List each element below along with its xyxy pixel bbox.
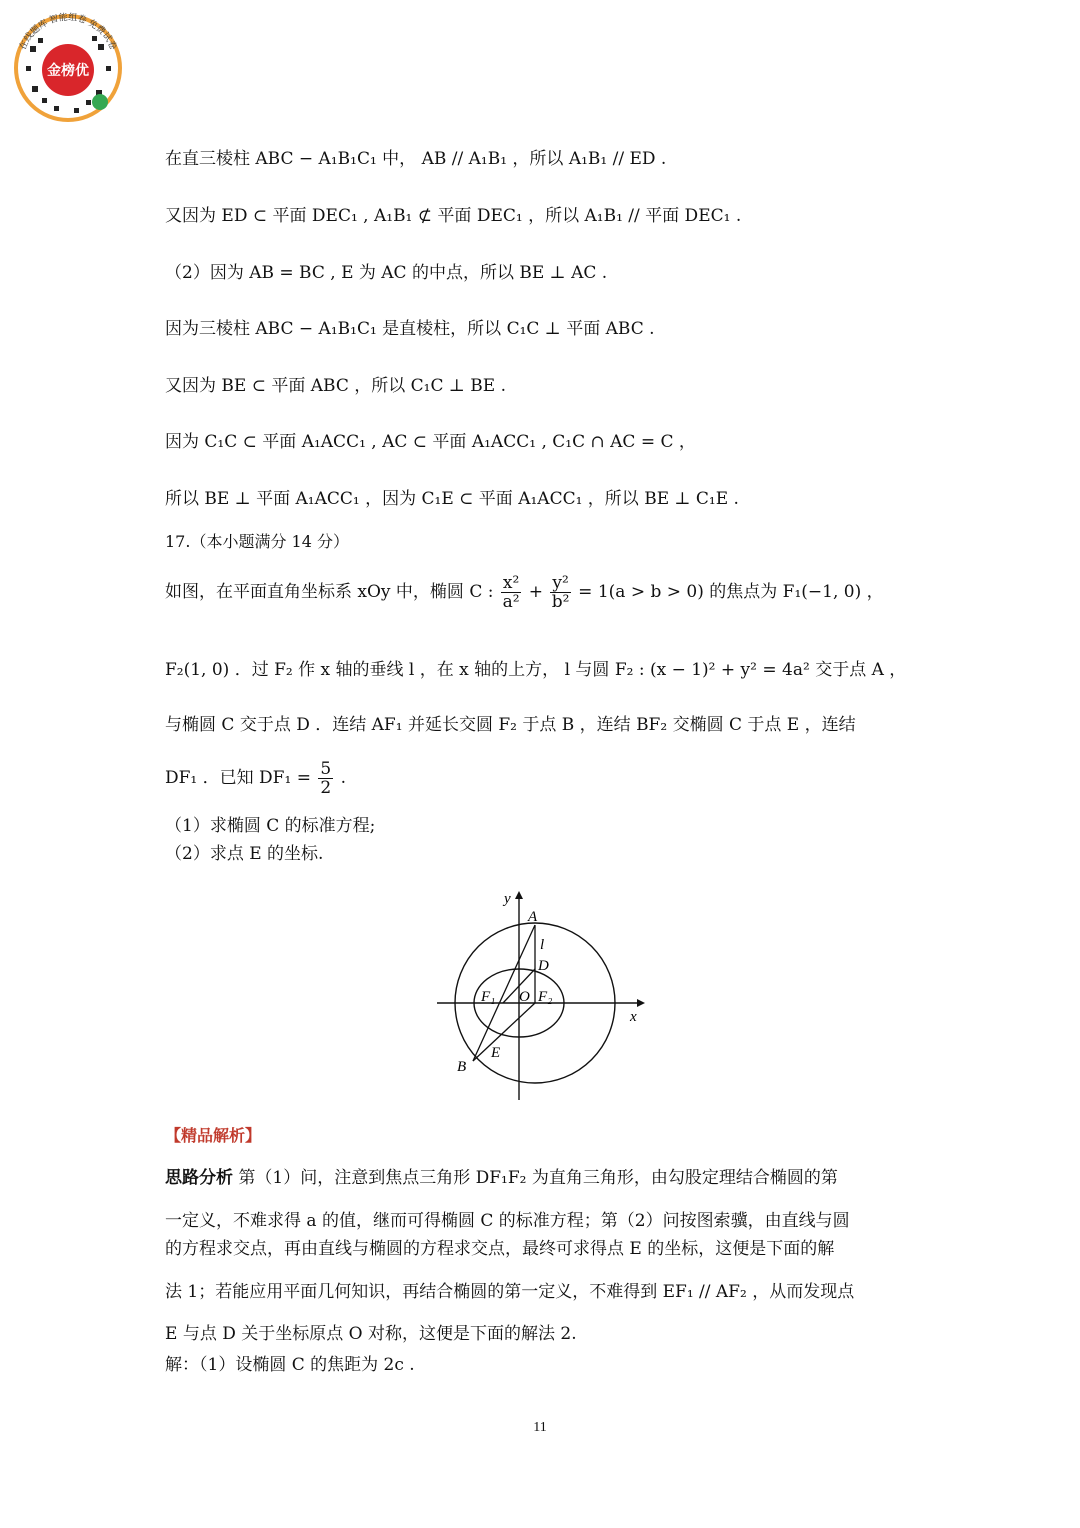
- solution-line-2: 又因为 ED ⊂ 平面 DEC₁ , A₁B₁ ⊄ 平面 DEC₁ ，所以 A₁B₁ // 平面 DEC₁ .: [165, 206, 742, 226]
- question-2: （2）求点 E 的坐标.: [165, 844, 324, 864]
- page-number: 11: [533, 1420, 547, 1435]
- solution-line-1: 在直三棱柱 ABC − A₁B₁C₁ 中， AB // A₁B₁ ，所以 A₁B₁ // ED .: [165, 149, 667, 169]
- analysis-p2: 一定义，不难求得 a 的值，继而可得椭圆 C 的标准方程；第（2）问按图索骥，由直线与圆: [165, 1211, 850, 1231]
- geometry-figure: [425, 885, 655, 1105]
- plus-sign: +: [523, 582, 549, 602]
- problem-line-3: 与椭圆 C 交于点 D ．连结 AF₁ 并延长交圆 F₂ 于点 B ，连结 BF₂ 交椭圆 C 于点 E ，连结: [165, 715, 856, 735]
- fraction-numerator: x²: [502, 573, 520, 593]
- question-1: （1）求椭圆 C 的标准方程;: [165, 816, 376, 836]
- analysis-p3: 的方程求交点，再由直线与椭圆的方程求交点，最终可求得点 E 的坐标，这便是下面的解: [165, 1239, 835, 1259]
- problem-intro-a: 如图，在平面直角坐标系 xOy 中，椭圆 C :: [165, 582, 499, 602]
- problem-line-4-a: DF₁ ．已知 DF₁ =: [165, 768, 317, 788]
- x-axis-arrow: [637, 999, 645, 1007]
- analysis-p4: 法 1；若能应用平面几何知识，再结合椭圆的第一定义，不难得到 EF₁ // AF₂ ，从而发现点: [165, 1282, 855, 1302]
- y-axis-arrow: [515, 891, 523, 899]
- solution-line-7: 所以 BE ⊥ 平面 A₁ACC₁ ，因为 C₁E ⊂ 平面 A₁ACC₁ ，所以 BE ⊥ C₁E .: [165, 489, 739, 509]
- fraction-5-2: [318, 760, 333, 797]
- fraction-x2-a2: [501, 574, 521, 611]
- label-e: E: [491, 1045, 501, 1061]
- label-y: y: [504, 891, 511, 907]
- segment-bf2: [473, 1003, 535, 1061]
- brand-logo: [8, 6, 128, 126]
- analysis-title: 【精品解析】: [165, 1126, 262, 1145]
- label-b: B: [457, 1059, 467, 1075]
- label-o: O: [519, 989, 530, 1005]
- analysis-p1: 第（1）问，注意到焦点三角形 DF₁F₂ 为直角三角形，由勾股定理结合椭圆的第: [233, 1168, 838, 1188]
- problem-line-4: [165, 758, 346, 798]
- problem-line-4-b: .: [335, 768, 346, 788]
- analysis-paragraph-1: [165, 1167, 838, 1189]
- fraction-denominator: a²: [502, 592, 520, 612]
- problem-line-2: F₂(1, 0) ．过 F₂ 作 x 轴的垂线 l ，在 x 轴的上方， l 与圆 F₂ : (x − 1)² + y² = 4a² 交于点 A ，: [165, 660, 907, 680]
- label-l: l: [540, 937, 545, 953]
- label-x: x: [630, 1009, 637, 1025]
- problem-intro-b: = 1(a > b > 0) 的焦点为 F₁(−1, 0) ，: [572, 582, 884, 602]
- label-f2: F₂: [538, 989, 553, 1005]
- analysis-p5: E 与点 D 关于坐标原点 O 对称，这便是下面的解法 2.: [165, 1324, 577, 1344]
- fraction-denominator: 2: [320, 778, 332, 798]
- fraction-y2-b2: [550, 574, 570, 611]
- solution-line-4: 因为三棱柱 ABC − A₁B₁C₁ 是直棱柱，所以 C₁C ⊥ 平面 ABC .: [165, 319, 655, 339]
- fraction-denominator: b²: [551, 592, 570, 612]
- logo-brand: 金榜优: [47, 63, 89, 79]
- analysis-p6: 解：（1）设椭圆 C 的焦距为 2c .: [165, 1355, 415, 1375]
- label-a: A: [528, 909, 538, 925]
- problem-intro: [165, 572, 884, 612]
- fraction-numerator: y²: [552, 573, 569, 593]
- problem-header: 17.（本小题满分 14 分）: [165, 532, 349, 551]
- logo-top-text: 在线题库 智能组卷 免费试卷: [17, 11, 119, 52]
- solution-line-5: 又因为 BE ⊂ 平面 ABC ，所以 C₁C ⊥ BE .: [165, 376, 506, 396]
- label-d: D: [538, 958, 549, 974]
- analysis-label: 思路分析: [165, 1168, 233, 1188]
- label-f1: F₁: [481, 989, 496, 1005]
- solution-line-6: 因为 C₁C ⊂ 平面 A₁ACC₁ , AC ⊂ 平面 A₁ACC₁ , C₁C ∩ AC = C ，: [165, 432, 696, 452]
- solution-line-3: （2）因为 AB = BC , E 为 AC 的中点，所以 BE ⊥ AC .: [165, 263, 608, 283]
- fraction-numerator: 5: [320, 759, 332, 779]
